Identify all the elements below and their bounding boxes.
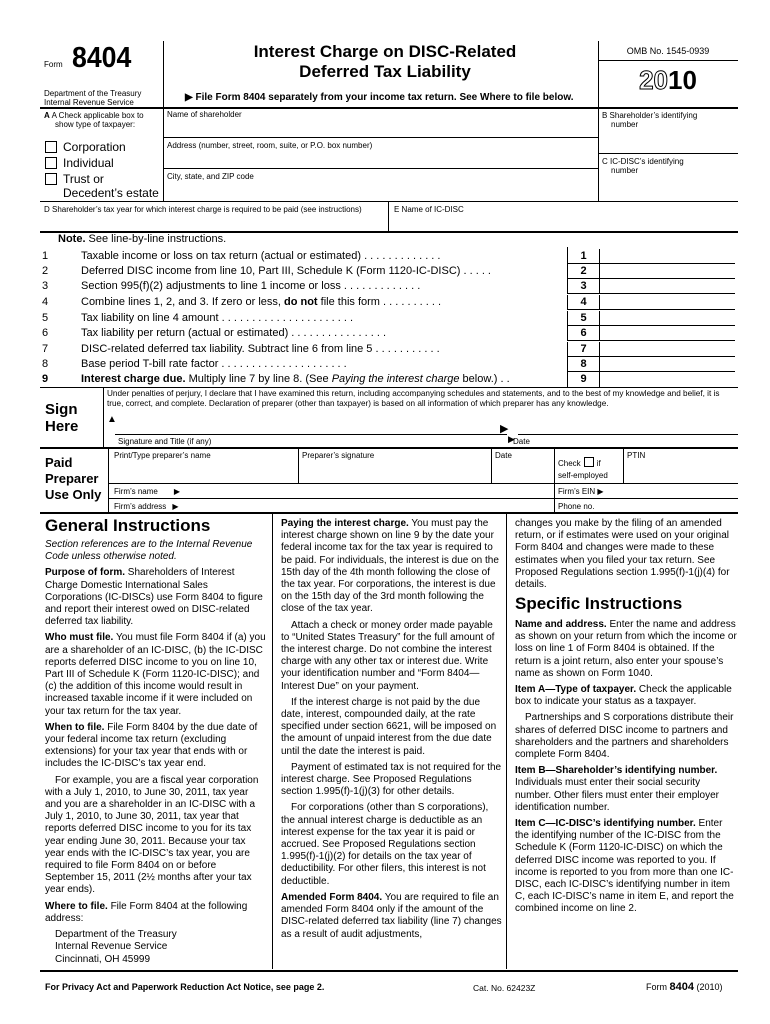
instruction-paragraph: Attach a check or money order made payable to “United States Treasury” for the full amount of the interest charge. Do not combine the interest charge with any other tax or interest due. Write your identification number and “Form 8404—Interest Due” on your payment. <box>281 619 495 692</box>
line-2-number: 2 <box>567 264 600 279</box>
line-5-number: 5 <box>567 311 600 326</box>
paid-preparer-title: Paid Preparer Use Only <box>45 455 102 502</box>
self-employed-checkbox[interactable] <box>584 457 594 467</box>
line-7-amount[interactable] <box>600 342 735 357</box>
print-name-label: Print/Type preparer’s name <box>114 451 211 460</box>
instruction-paragraph: Where to file. File Form 8404 at the following address: <box>45 900 248 924</box>
line-1-number: 1 <box>567 249 600 264</box>
instruction-paragraph: Amended Form 8404. You are required to file an amended Form 8404 only if the amount of the DISC-related deferred tax liability (line 7) changes as a result of audit adjustments, <box>281 891 502 940</box>
firm-ein-label: Firm’s EIN ▶ <box>558 487 604 496</box>
prep-date-label: Date <box>495 451 512 460</box>
line-3-amount[interactable] <box>600 279 735 294</box>
instruction-paragraph: Item B—Shareholder’s identifying number. Individuals must enter their social security number. Other filers must enter their employer identification number. <box>515 765 719 813</box>
item-d-label: D Shareholder’s tax year for which interest charge is required to be paid (see instructions) <box>44 205 362 214</box>
year-outline: 20 <box>639 65 668 95</box>
instruction-paragraph: Purpose of form. Shareholders of Interest Charge Domestic International Sales Corporations (IC-DISCs) use Form 8404 to figure and report their interest owed on DISC-related deferred tax liability. <box>45 567 263 628</box>
firm-ein-field[interactable] <box>620 485 736 497</box>
ptin-label: PTIN <box>627 451 646 460</box>
city-label: City, state, and ZIP code <box>167 172 254 181</box>
omb-number: OMB No. 1545-0939 <box>626 46 710 56</box>
form-title <box>180 42 590 82</box>
self-employed-check: Check if self-employed <box>558 459 608 480</box>
shareholder-name-label: Name of shareholder <box>167 110 242 119</box>
sig-arrow-2: ▶ <box>500 423 509 435</box>
instruction-paragraph: changes you make by the filing of an amended return, or if estimates were used on your original Form 8404 and changes were made to these estimates when you filed your tax return. See Proposed Regulations section 1.995(f)-1(j)(4) for details. <box>515 518 730 591</box>
firm-address-label: Firm’s address ▶ <box>114 502 179 511</box>
instructions-col-3a <box>515 518 737 591</box>
instruction-paragraph: Name and address. Enter the name and address as shown on your return from which the income or loss on line 1 of Form 8404 is obtained. If the return is a joint return, also enter your spouse’s name as shown on Form 1040. <box>515 619 737 679</box>
line-9-amount[interactable] <box>600 372 735 387</box>
instructions-col-1 <box>45 539 267 966</box>
firm-name-field[interactable] <box>190 485 550 497</box>
phone-field[interactable] <box>610 500 736 511</box>
individual-checkbox[interactable] <box>45 157 57 169</box>
instruction-paragraph: For example, you are a fiscal year corporation with a July 1, 2010, to June 30, 2011, tax year and you are a shareholder in an IC-DISC with a July 1, 2010, to June 30, 2011, tax year that reports deferred DISC income to you for its tax year ending June 30, 2011. Because your tax year ends with the IC-DISC’s tax year, you are required to file Form 8404 on or before September 15, 2011 (2½ months after your tax year ends). <box>45 774 259 896</box>
form-number: 8404 <box>72 42 132 74</box>
line-6-number: 6 <box>567 326 600 341</box>
title-line1: Interest Charge on DISC-Related <box>253 42 517 61</box>
instruction-paragraph: Item A—Type of taxpayer. Check the applicable box to indicate your status as a taxpayer. <box>515 684 732 708</box>
line-1-amount[interactable] <box>600 249 735 264</box>
line-8-number: 8 <box>567 357 600 372</box>
line-note: Note. See line-by-line instructions. <box>58 233 227 245</box>
dept-line2: Internal Revenue Service <box>44 98 134 107</box>
specific-instructions-title: Specific Instructions <box>515 594 683 613</box>
shareholder-name-field[interactable] <box>165 120 597 136</box>
instruction-paragraph: Partnerships and S corporations distribute their shares of deferred DISC income to partners and shareholders and the partners and shareholders complete Form 8404. <box>515 712 734 761</box>
form-word: Form <box>44 60 63 69</box>
sign-date-field[interactable] <box>518 412 736 434</box>
sig-arrow: ▲ <box>107 414 117 425</box>
instruction-paragraph: Item C—IC-DISC’s identifying number. Enter the identifying number of the IC-DISC from the Schedule K (Form 1120-IC-DISC) on which the deferred DISC income was reported to you. If income is reported to you from more than one IC-DISC, each IC-DISC’s identifying number in item C, each IC-DISC’s name in item E, and report the combined income on line 2. <box>515 818 734 915</box>
instruction-paragraph: Paying the interest charge. You must pay the interest charge shown on line 9 by the date your federal income tax for the tax year is required to be paid. For individuals, the interest is due on the 15th day of the 4th month following the close of the tax year. For corporations, the interest is due on the 15th day of the 3rd month following the close of the tax year. <box>281 518 499 615</box>
dept-line1: Department of the Treasury <box>44 89 142 98</box>
sign-date-label: Date <box>513 437 530 446</box>
item-e-label: E Name of IC-DISC <box>394 205 464 214</box>
phone-label: Phone no. <box>558 502 595 511</box>
instruction-paragraph: Who must file. You must file Form 8404 if (a) you are a shareholder of an IC-DISC, (b) the IC-DISC reports deferred DISC income to you on line 10, Part III of Schedule K (Form 1120-IC-DISC); and (c) the addition of this income would result in increased taxable income if it were included on your tax return for the tax year. <box>45 632 266 717</box>
instruction-paragraph: Internal Revenue Service <box>55 941 168 953</box>
individual-label: Individual <box>63 156 114 170</box>
footer-form-id: Form 8404 (2010) <box>646 981 723 993</box>
prep-sig-label: Preparer’s signature <box>302 451 375 460</box>
instructions-col-2 <box>281 518 502 941</box>
item-c-label: C IC-DISC’s identifying number <box>602 157 684 176</box>
line-4-amount[interactable] <box>600 295 735 310</box>
year-bold: 10 <box>668 65 697 95</box>
instructions-col-3b <box>515 619 737 916</box>
privacy-notice: For Privacy Act and Paperwork Reduction Act Notice, see page 2. <box>45 982 325 992</box>
tax-year <box>598 64 738 96</box>
instruction-paragraph: Department of the Treasury <box>55 929 177 941</box>
ptin-field[interactable] <box>625 462 736 482</box>
signature-label: Signature and Title (if any) <box>118 437 212 446</box>
line-5-amount[interactable] <box>600 311 735 326</box>
preparer-name-field[interactable] <box>112 462 296 482</box>
firm-name-label: Firm’s name ▶ <box>114 487 181 496</box>
sign-here-title: Sign Here <box>45 401 79 435</box>
instruction-paragraph: When to file. File Form 8404 by the due date of your federal income tax return (excluding extensions) for your tax year that ends with or includes the IC-DISC’s tax year end. <box>45 721 258 770</box>
firm-address-field[interactable] <box>190 500 550 511</box>
line-9-number: 9 <box>567 372 600 387</box>
line-8-amount[interactable] <box>600 357 735 372</box>
address-field[interactable] <box>165 151 597 167</box>
cat-number: Cat. No. 62423Z <box>473 983 536 993</box>
line-6-amount[interactable] <box>600 326 735 341</box>
line-3-number: 3 <box>567 279 600 294</box>
item-b-label: B Shareholder’s identifying number <box>602 111 698 130</box>
instruction-paragraph: If the interest charge is not paid by the due date, interest, compounded daily, at the rate specified under section 6621, will be imposed on the amount of unpaid interest from the due date until the date the interest is paid. <box>281 696 497 757</box>
trust-checkbox[interactable] <box>45 173 57 185</box>
instruction-paragraph: Payment of estimated tax is not required for the interest charge. See Proposed Regulations section 1.995(f)-1(j)(3) for other details. <box>281 761 502 798</box>
ic-disc-name-field[interactable] <box>392 215 736 229</box>
line-4-number: 4 <box>567 295 600 310</box>
perjury-statement: Under penalties of perjury, I declare that I have examined this return, including accompanying schedules and statements, and to the best of my knowledge and belief, it is true, correct, and complete. Declaration of preparer (other than taxpayer) is based on all information of which preparer has any knowledge. <box>107 389 720 408</box>
item-a-label: A A Check applicable box to show type of taxpayer: <box>44 111 144 130</box>
tax-year-field[interactable] <box>44 215 384 229</box>
trust-label: Trust or Decedent’s estate <box>63 172 159 200</box>
city-field[interactable] <box>165 182 597 199</box>
ic-disc-id-field[interactable] <box>600 178 736 198</box>
line-7-number: 7 <box>567 342 600 357</box>
preparer-date-field[interactable] <box>493 462 551 482</box>
date-arrow: ▶ <box>508 434 515 444</box>
file-instruction: ▶ File Form 8404 separately from your income tax return. See Where to file below. <box>185 92 574 103</box>
general-instructions-title: General Instructions <box>45 516 211 535</box>
line-2-amount[interactable] <box>600 264 735 279</box>
instruction-paragraph: Cincinnati, OH 45999 <box>55 953 151 965</box>
instruction-paragraph: Section references are to the Internal Revenue Code unless otherwise noted. <box>45 539 253 563</box>
signature-field[interactable] <box>118 412 508 434</box>
corporation-checkbox[interactable] <box>45 141 57 153</box>
corporation-label: Corporation <box>63 140 126 154</box>
instruction-paragraph: For corporations (other than S corporations), the annual interest charge is deductible as an interest expense for the tax year it is paid or accrued. See Proposed Regulations section 1.995(f)-1(j)(2) for details on the tax year of deductibility. For other filers, this interest is not deductible. <box>281 802 489 887</box>
preparer-signature-field[interactable] <box>300 462 488 482</box>
shareholder-id-field[interactable] <box>600 133 736 151</box>
title-line2: Deferred Tax Liability <box>299 62 471 81</box>
address-label: Address (number, street, room, suite, or P.O. box number) <box>167 141 373 150</box>
